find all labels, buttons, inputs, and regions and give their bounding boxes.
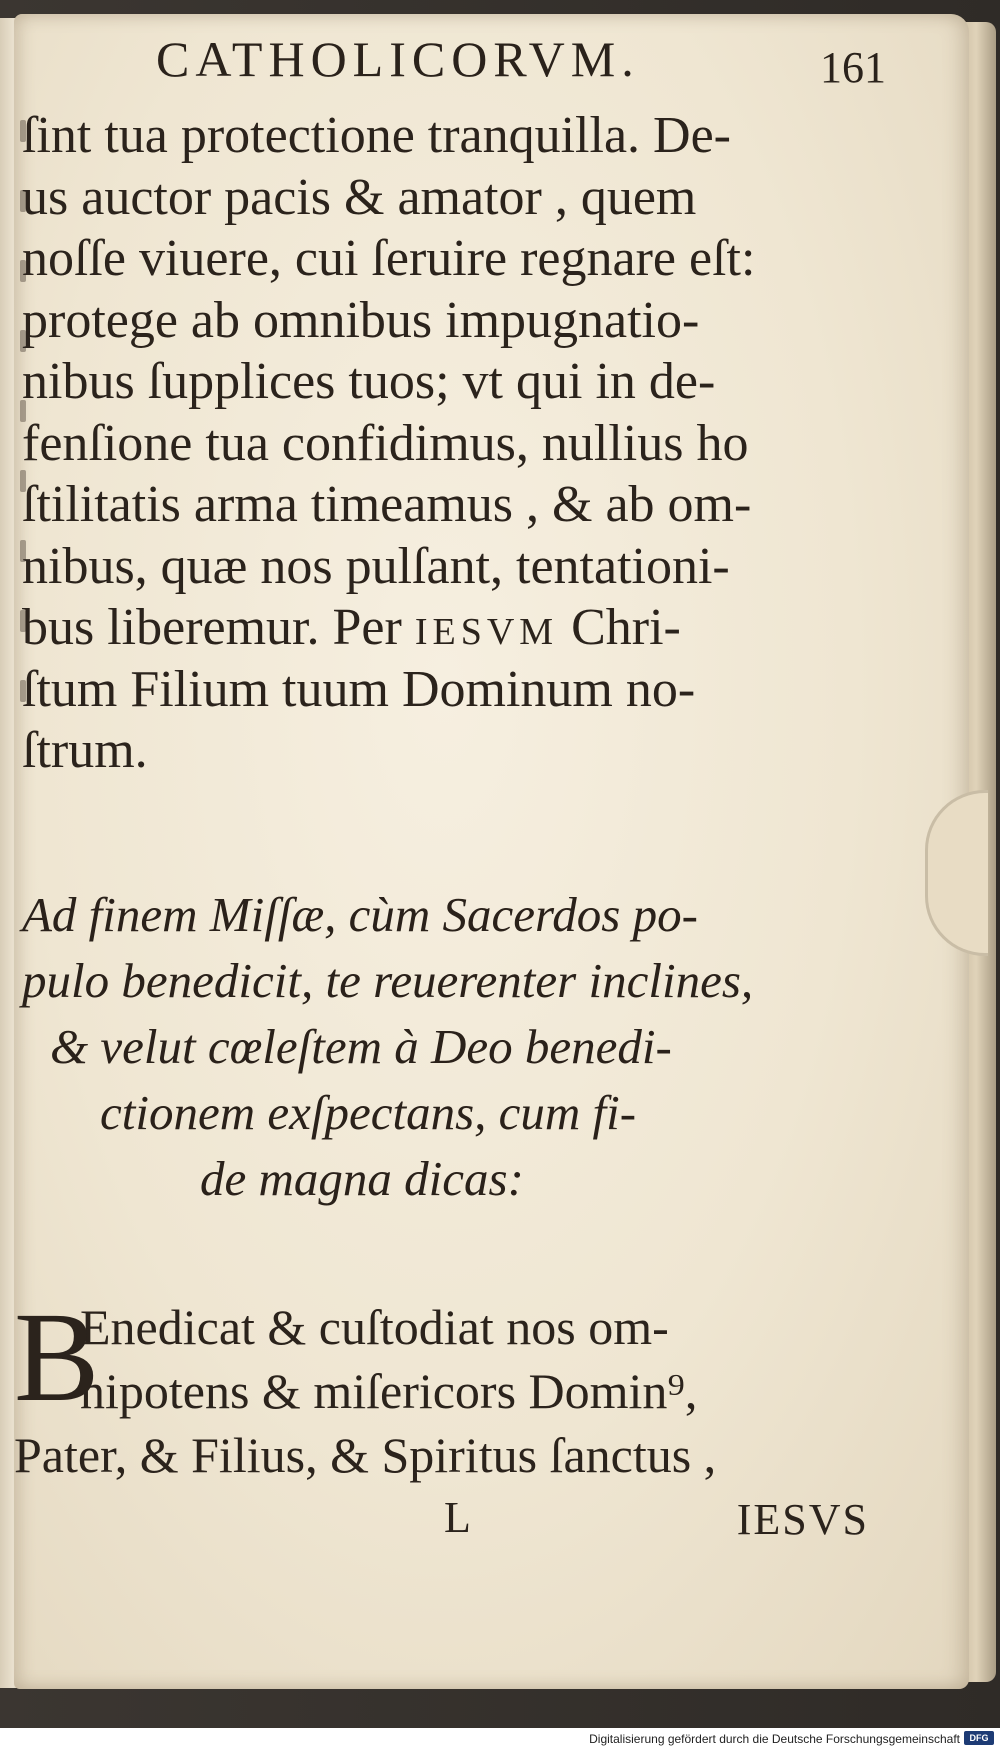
text-line: nibus, quæ nos pulſant, tentationi-	[22, 537, 730, 595]
catchword: IESVS	[736, 1495, 869, 1544]
text-segment: Chri-	[558, 599, 681, 656]
text-line: fenſione tua confidimus, nullius ho	[22, 414, 749, 472]
page-header	[156, 30, 886, 100]
text-line: protege ab omnibus impugnatio-	[22, 291, 700, 349]
dfg-logo: DFG	[964, 1731, 994, 1745]
prayer-text	[22, 105, 892, 782]
page-number: 161	[820, 43, 886, 92]
signature-row	[14, 1492, 869, 1552]
text-line: ſtilitatis arma timeamus , & ab om-	[22, 476, 752, 533]
text-line: ſint tua protectione tranquilla. De-	[22, 107, 731, 164]
text-line: nibus ſupplices tuos; vt qui in de-	[22, 353, 716, 410]
text-line: noſſe viuere, cui ſeruire regnare eſt:	[22, 230, 756, 287]
small-caps-name: IESVM	[414, 611, 559, 653]
blessing-line: Enedicat & cuſtodiat nos om-	[80, 1299, 669, 1355]
rubric-line: Ad finem Miſſæ, cùm Sacerdos po-	[22, 887, 698, 942]
rubric-instruction	[22, 882, 892, 1212]
funding-credit: Digitalisierung gefördert durch die Deutsche Forschungsgemeinschaft	[589, 1732, 960, 1746]
text-line: ſtum Filium tuum Dominum no-	[22, 660, 696, 718]
rubric-line: de magna dicas:	[200, 1151, 524, 1206]
drop-cap: B	[14, 1286, 100, 1428]
rubric-line: & velut cœleſtem à Deo benedi-	[50, 1019, 672, 1074]
blessing-line: nipotens & miſericors Domin⁹,	[80, 1363, 698, 1419]
rubric-line: pulo benedicit, te reuerenter inclines,	[22, 953, 754, 1008]
rubric-line: ctionem exſpectans, cum fi-	[100, 1085, 637, 1140]
text-line	[22, 597, 892, 659]
blessing-text	[14, 1286, 894, 1487]
signature-mark: L	[444, 1493, 471, 1542]
text-segment: bus liberemur. Per	[22, 599, 415, 656]
text-line: ſtrum.	[22, 722, 148, 779]
footer-bar	[0, 1728, 1000, 1751]
blessing-line: Pater, & Filius, & Spiritus ſanctus ,	[14, 1427, 717, 1483]
text-line: us auctor pacis & amator , quem	[22, 168, 697, 226]
running-head: CATHOLICORVM.	[156, 31, 640, 87]
